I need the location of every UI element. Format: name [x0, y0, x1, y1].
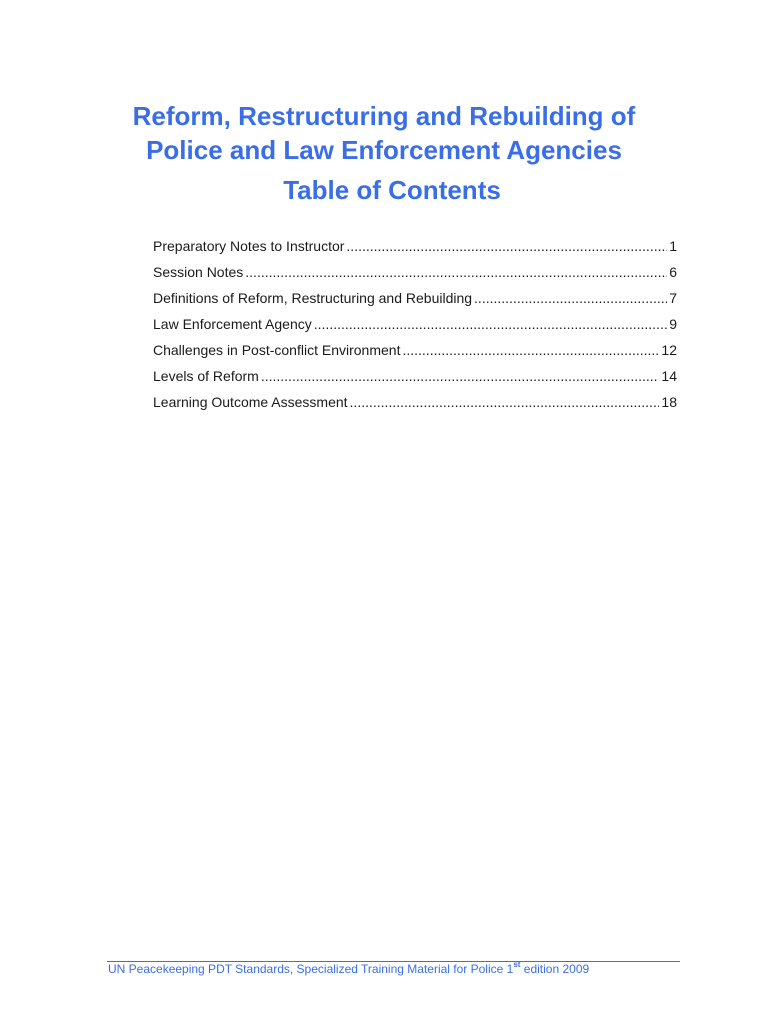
toc-entry-label: Law Enforcement Agency [153, 316, 312, 332]
toc-entry-page: 9 [669, 316, 677, 332]
toc-entry[interactable] [153, 394, 677, 420]
toc-entry-label: Preparatory Notes to Instructor [153, 238, 345, 254]
toc-entry[interactable] [153, 368, 677, 394]
page-footer [108, 962, 589, 976]
toc-dot-leader [402, 342, 659, 358]
toc-entry[interactable] [153, 316, 677, 342]
toc-entry[interactable] [153, 238, 677, 264]
toc-dot-leader [350, 394, 660, 410]
toc-entry-label: Challenges in Post-conflict Environment [153, 342, 401, 358]
toc-heading: Table of Contents [283, 175, 501, 205]
toc-dot-leader [261, 368, 660, 384]
toc-entry-page: 12 [661, 342, 677, 358]
document-title-line-2: Police and Law Enforcement Agencies [146, 135, 622, 165]
toc-entry-label: Learning Outcome Assessment [153, 394, 348, 410]
toc-entry-label: Definitions of Reform, Restructuring and Rebuilding [153, 290, 473, 306]
toc-entry-page: 1 [669, 238, 677, 254]
toc-dot-leader [314, 316, 667, 332]
footer-edition: edition 2009 [520, 962, 590, 976]
table-of-contents [153, 238, 677, 420]
toc-entry[interactable] [153, 290, 677, 316]
document-title-line-1: Reform, Restructuring and Rebuilding of [132, 101, 636, 131]
toc-entry-page: 18 [661, 394, 677, 410]
footer-superscript: st [513, 960, 521, 969]
toc-entry-page: 14 [661, 368, 677, 384]
toc-entry[interactable] [153, 342, 677, 368]
toc-entry-label: Session Notes [153, 264, 244, 280]
toc-entry-label: Levels of Reform [153, 368, 259, 384]
document-title [0, 99, 768, 167]
toc-entry-page: 6 [669, 264, 677, 280]
toc-entry-page: 7 [669, 290, 677, 306]
toc-dot-leader [474, 290, 667, 306]
toc-dot-leader [245, 264, 667, 280]
toc-entry[interactable] [153, 264, 677, 290]
toc-dot-leader [346, 238, 667, 254]
footer-text: UN Peacekeeping PDT Standards, Specialized Training Material for Police 1 [108, 962, 514, 976]
